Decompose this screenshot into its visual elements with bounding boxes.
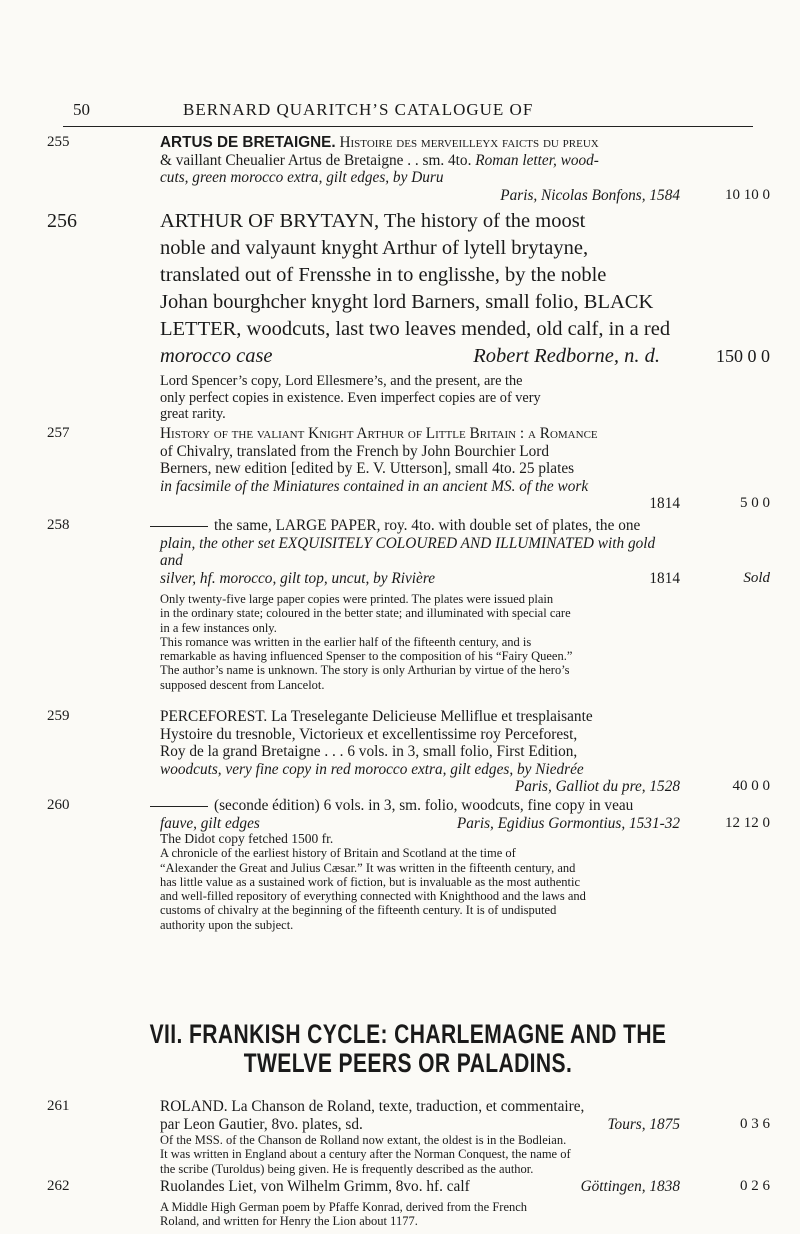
price: 10 10 0 [725,186,770,203]
ditto-rule [150,526,208,527]
note-line: supposed descent from Lancelot. [160,677,325,692]
entry-line: (seconde édition) 6 vols. in 3, sm. folio, woodcuts, fine copy in veau [214,797,634,814]
lot-number: 258 [47,517,70,533]
lot-number: 262 [47,1178,70,1194]
entry-line: History of the valiant Knight Arthur of Little Britain : a Romance [160,425,598,442]
entry-line: Histoire des merveilleyx faicts du preux [339,134,599,151]
price: 5 0 0 [740,495,770,511]
running-title: BERNARD QUARITCH’S CATALOGUE OF [183,100,534,119]
note-line: Of the MSS. of the Chanson de Rolland now extant, the oldest is in the Bodleian. [160,1133,567,1147]
note-line: has little value as a sustained work of fiction, but is invaluable as the most authentic [160,874,581,889]
entry-line: PERCEFOREST. La Treselegante Delicieuse Melliflue et tresplaisante [160,708,593,725]
price: 0 2 6 [740,1178,770,1194]
note-line: The author’s name is unknown. The story is only Arthurian by virtue of the hero’s [160,663,570,678]
entry-line: LETTER, woodcuts, last two leaves mended, old calf, in a red [160,318,671,340]
imprint: Tours, 1875 [607,1115,680,1133]
lot-number: 255 [47,134,70,150]
entry-heading: ARTUS DE BRETAIGNE. [160,134,336,151]
entry-line: Hystoire du tresnoble, Victorieux et excellentissime roy Perceforest, [160,725,578,743]
note-line: The Didot copy fetched 1500 fr. [160,831,334,846]
imprint: Paris, Galliot du pre, 1528 [514,778,680,795]
entry-line: fauve, gilt edges [160,814,260,832]
entry-line: translated out of Frensshe in to englisshe, by the noble [160,264,607,286]
note-line: A chronicle of the earliest history of Britain and Scotland at the time of [160,846,516,861]
note-line: in a few instances only. [160,620,277,635]
note-line: This romance was written in the earlier half of the fifteenth century, and is [160,634,532,649]
lot-number: 257 [47,425,70,441]
entry-line: ROLAND. La Chanson de Roland, texte, traduction, et commentaire, [160,1098,585,1115]
note-line: only perfect copies in existence. Even imperfect copies are of very [160,389,541,406]
imprint: 1814 [649,569,680,587]
note-line: in the ordinary state; coloured in the better state; and illuminated with special care [160,606,571,621]
note-line: great rarity. [160,406,226,422]
imprint: Paris, Egidius Gormontius, 1531-32 [456,814,680,832]
note-line: It was written in England about a century after the Norman Conquest, the name of [160,1147,571,1162]
entry-line: silver, hf. morocco, gilt top, uncut, by Rivière [160,569,435,587]
imprint: Göttingen, 1838 [580,1178,680,1195]
imprint: Paris, Nicolas Bonfons, 1584 [500,186,680,204]
entry-line: Ruolandes Liet, von Wilhelm Grimm, 8vo. hf. calf [160,1178,470,1195]
entry-260 [47,797,770,932]
entry-line: Johan bourghcher knyght lord Barners, small folio, BLACK [160,291,654,313]
entry-line: in facsimile of the Miniatures contained in an ancient MS. of the work [160,477,589,495]
note-line: Lord Spencer’s copy, Lord Ellesmere’s, and the present, are the [160,373,523,389]
entry-258 [47,517,770,692]
entry-255 [47,134,770,204]
entry-257 [47,425,770,513]
lot-number: 259 [47,708,70,724]
entry-line: Roman letter, wood- [475,151,599,169]
section-heading-line: VII. FRANKISH CYCLE: CHARLEMAGNE AND THE [149,1019,667,1049]
note-line: the scribe (Turoldus) being given. He is frequently described as the author. [160,1161,534,1176]
note-line: A Middle High German poem by Pfaffe Konrad, derived from the French [160,1199,528,1214]
entry-line: plain, the other set EXQUISITELY COLOURED AND ILLUMINATED with gold and [160,534,656,569]
ditto-rule [150,806,208,807]
entry-line: Roy de la grand Bretaigne . . . 6 vols. in 3, small folio, First Edition, [160,743,578,760]
page-number: 50 [73,100,90,119]
price: 150 0 0 [716,346,770,366]
entry-256-notes [160,373,680,423]
entry-259 [47,708,770,796]
note-line: Only twenty-five large paper copies were printed. The plates were issued plain [160,592,554,606]
note-line: remarkable as having influenced Spenser to the composition of his “Fairy Queen.” [160,649,573,664]
price: 40 0 0 [732,778,770,794]
entry-line: morocco case [160,345,273,367]
lot-number: 261 [47,1098,70,1114]
lot-number: 256 [47,210,77,232]
price: 0 3 6 [740,1115,770,1132]
entry-line: ARTHUR OF BRYTAYN, The history of the moost [160,210,586,232]
entry-line: of Chivalry, translated from the French by John Bourchier Lord [160,442,549,460]
lot-number: 260 [47,797,70,813]
note-line: Roland, and written for Henry the Lion about 1177. [160,1213,418,1228]
entry-line: noble and valyaunt knyght Arthur of lytell brytayne, [160,237,589,259]
price: 12 12 0 [725,814,770,831]
note-line: and well-filled repository of everything connected with Knighthood and the laws and [160,889,586,904]
note-line: “Alexander the Great and Julius Cæsar.” It was written in the fifteenth century, and [160,860,576,875]
entry-262 [47,1178,770,1228]
entry-line: the same, LARGE PAPER, roy. 4to. with double set of plates, the one [214,517,641,534]
entry-line: par Leon Gautier, 8vo. plates, sd. [160,1115,363,1133]
note-line: customs of chivalry at the beginning of the fifteenth century. It is of undisputed [160,903,557,918]
price: Sold [743,569,770,586]
header-rule [63,126,753,127]
section-heading [139,1020,677,1078]
entry-256 [47,208,770,370]
entry-line: cuts, green morocco extra, gilt edges, by Duru [160,169,444,186]
note-line: authority upon the subject. [160,917,294,932]
entry-261 [47,1098,770,1176]
running-head [63,100,753,124]
imprint: Robert Redborne, n. d. [473,345,660,367]
imprint: 1814 [649,495,680,512]
entry-line: Berners, new edition [edited by E. V. Utterson], small 4to. 25 plates [160,460,575,477]
entry-line: woodcuts, very fine copy in red morocco extra, gilt edges, by Niedrée [160,760,584,778]
section-heading-line: TWELVE PEERS OR PALADINS. [243,1048,573,1078]
entry-line: & vaillant Cheualier Artus de Bretaigne . . sm. 4to. [160,151,472,169]
